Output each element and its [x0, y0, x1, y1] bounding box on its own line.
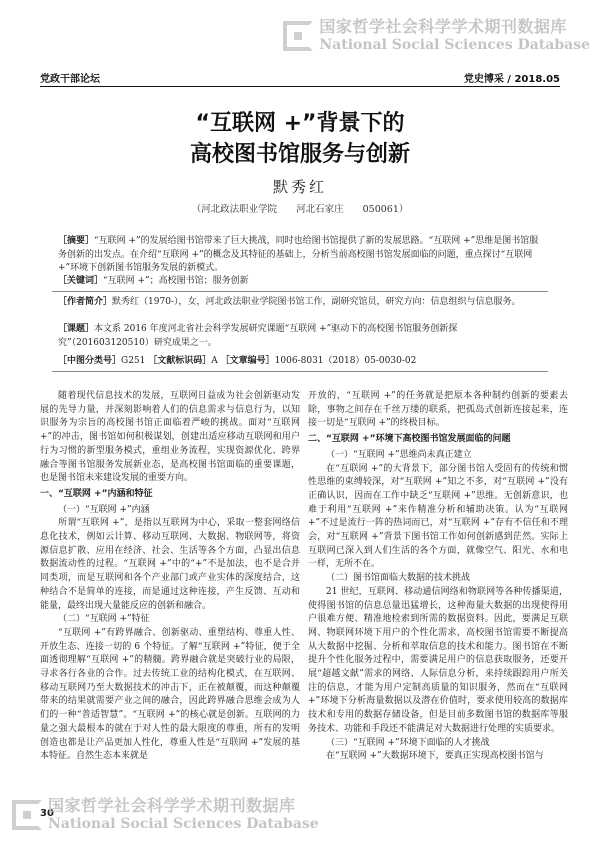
title-line-1: “互联网 +”背景下的: [195, 111, 405, 136]
running-header: [40, 68, 560, 86]
watermark-cn: 国家哲学社会科学学术期刊数据库: [319, 17, 567, 36]
author-intro: [58, 296, 542, 310]
author-intro-text: 默秀红（1970-），女，河北政法职业学院图书馆工作，副研究馆员，研究方向：信息组织与信息服务。: [112, 297, 521, 307]
id-value: 1006-8031（2018）05-0030-02: [274, 356, 417, 366]
section-heading-2: 二、“互联网 +”环境下高校图书馆发展面临的问题: [308, 434, 511, 445]
journal-name: 党政干部论坛: [40, 74, 100, 85]
issue-label: 党史博采 / 2018.05: [463, 74, 560, 85]
code-value: A: [211, 356, 218, 366]
subsection-heading: （二）“互联网 +”特征: [58, 614, 150, 625]
paragraph: 开放的，“互联网 +”的任务就是把原本各种制约创新的要素去除，事物之间存在千丝万缕的联系，把孤岛式创新连接起来，连接一切是“互联网 +”的终极目标。: [308, 391, 568, 429]
paragraph: 21 世纪，互联网、移动通信网络和物联网等各种传播渠道，使得图书馆的信息总量迅猛增长，这种海量大数据的出现使得用户很难方便、精准地检索到所需的数据资料。因此，要满足互联网、物联网环境下用户的个性化需求，高校图书馆需要不断提高从大数据中挖掘、分析和萃取信息的技术和能力。图书馆在不断提升个性化服务过程中，需要满足用户的信息获取服务，还要开展“超越文献”需求的网络、人际信息分析，来持续跟踪用户所关注的信息，才能为用户定制高质量的知识服务，然而在“互联网 +”环境下分析海量数据以及潜在价值时，要求使用较高的数据库技术和专用的数据存储设备，但是目前多数图书馆的数据库等服务技术、功能和手段还不能满足对大数据进行处理的实质要求。: [308, 586, 568, 734]
fund-text: 本文系 2016 年度河北省社会科学发展研究课题“互联网 +”驱动下的高校图书馆服务创新探究”（201603120510）研究成果之一。: [58, 324, 458, 348]
subsection-heading: （二）图书馆面临大数据的技术挑战: [326, 573, 471, 584]
abstract-text: “互联网 +”的发展给图书馆带来了巨大挑战，同时也给图书馆提供了新的发展思路。“互联网 +”思维是图书馆服务创新的出发点。在介绍“互联网 +”的概念及其特征的基础上，分析当前高校图书馆发展面临的问题，重点探讨“互联网 +”环境下创新图书馆服务发展的新模式。: [58, 236, 539, 273]
affiliation: （河北政法职业学院 河北石家庄 050061）: [191, 204, 409, 215]
database-watermark-top: [283, 18, 590, 54]
database-watermark-bottom: [12, 797, 319, 833]
author-intro-label: ［作者简介］: [58, 297, 113, 307]
abstract: [58, 235, 542, 276]
fund-info: [58, 323, 542, 350]
database-logo-icon: [283, 21, 313, 51]
meta-bottom-rule: [52, 371, 548, 372]
keywords-label: ［关键词］: [58, 276, 104, 286]
paragraph: 所谓“互联网 +”，是指以互联网为中心，采取一整套网络信息化技术，例如云计算、移动互联网、大数据、物联网等，将资源信息扩散、应用在经济、社会、生活等各个方面，凸显出信息数据流动性的过程。“互联网 +”中的“+”不是加法，也不是合并同类项，而是互联网和各个产业部门或产业实体的深度结合，这种结合不是简单的连接，而是通过这种连接，产生反馈、互动和能量，最终出现大量能反应的创新和融合。: [40, 518, 300, 611]
subsection-heading: （一）“互联网 +”思维尚未真正建立: [326, 449, 472, 460]
header-rule: [40, 86, 560, 87]
paragraph: 在“互联网 +”大数据环境下，要真正实现高校图书馆与: [326, 751, 544, 762]
database-logo-icon: [12, 800, 42, 830]
author-name: 默秀红: [272, 178, 327, 196]
watermark-cn: 国家哲学社会科学学术期刊数据库: [48, 796, 296, 815]
keywords-text: “互联网 +”；高校图书馆；服务创新: [103, 276, 249, 286]
abstract-label: ［摘要］: [58, 236, 95, 246]
paragraph: 随着现代信息技术的发展，互联网日益成为社会创新驱动发展的先导力量，并深刻影响着人们的信息需求与信息行为，以知识服务为宗旨的高校图书馆正面临着严峻的挑战。面对“互联网 +”的冲击，图书馆如何积极谋划，创建出适应移动互联网和用户行为习惯的新型服务模式，重组业务流程，实现资源优化、跨界融合等图书馆服务发展新业态，是高校图书馆面临的重要课题，也是图书馆未来建设发展的重要方向。: [40, 391, 300, 484]
body-column-left: [40, 390, 300, 764]
keywords: [58, 275, 542, 289]
meta-divider: [52, 291, 548, 292]
cls-value: G251: [121, 356, 146, 366]
code-label: ［文献标识码］: [148, 356, 212, 366]
classification-line: [58, 355, 542, 369]
paragraph: 在“互联网 +”的大背景下，部分图书馆人受固有的传统和惯性思维的束缚较深，对“互联网 +”知之不多，对“互联网 +”没有正确认识，因而在工作中缺乏“互联网 +”思维。无创新意识，也难于利用“互联网 +”来作精准分析和辅助决策。认为“互联网 +”不过是流行一阵的热词而已，对“互联网 +”存有不信任和不理会，对“互联网 +”背景下图书馆工作如何创新感到茫然。实际上互联网已深入到人们生活的各个方面，就像空气、阳光、水和电一样，无所不在。: [308, 463, 568, 570]
body-column-right: [308, 390, 568, 764]
paragraph: “互联网 +”有跨界融合、创新驱动、重塑结构、尊重人性、开放生态、连接一切的 6 个特征。了解“互联网 +”特征，便于全面透彻理解“互联网 +”的精髓。跨界融合就是突破行业的局限，寻求各行各业的合作。过去传统工业的结构化模式，在互联网、移动互联网乃至大数据技术的冲击下，正在被颠覆，而这种颠覆带来的结果就需要产业之间的融合，因此跨界融合思维会成为人们的一种“普适智慧”。“互联网 +”的核心就是创新。互联网的力量之强大最根本的就在于对人性的最大限度的尊重，所有的发明创造也都是让产品更加人性化，尊重人性是“互联网 +”发展的基本特征。自然生态本来就是: [40, 627, 300, 762]
cls-label: ［中图分类号］: [58, 356, 122, 366]
subsection-heading: （三）“互联网 +”环境下面临的人才挑战: [326, 737, 490, 748]
article-title: [40, 108, 560, 170]
watermark-en: National Social Sciences Database: [48, 816, 319, 832]
page-number: 30: [40, 808, 54, 819]
section-heading-1: 一、“互联网 +”内涵和特征: [40, 488, 153, 499]
subsection-heading: （一）“互联网 +”内涵: [58, 504, 150, 515]
fund-label: ［课题］: [58, 324, 95, 334]
watermark-en: National Social Sciences Database: [319, 37, 590, 53]
title-line-2: 高校图书馆服务与创新: [189, 142, 410, 167]
id-label: ［文章编号］: [220, 356, 275, 366]
